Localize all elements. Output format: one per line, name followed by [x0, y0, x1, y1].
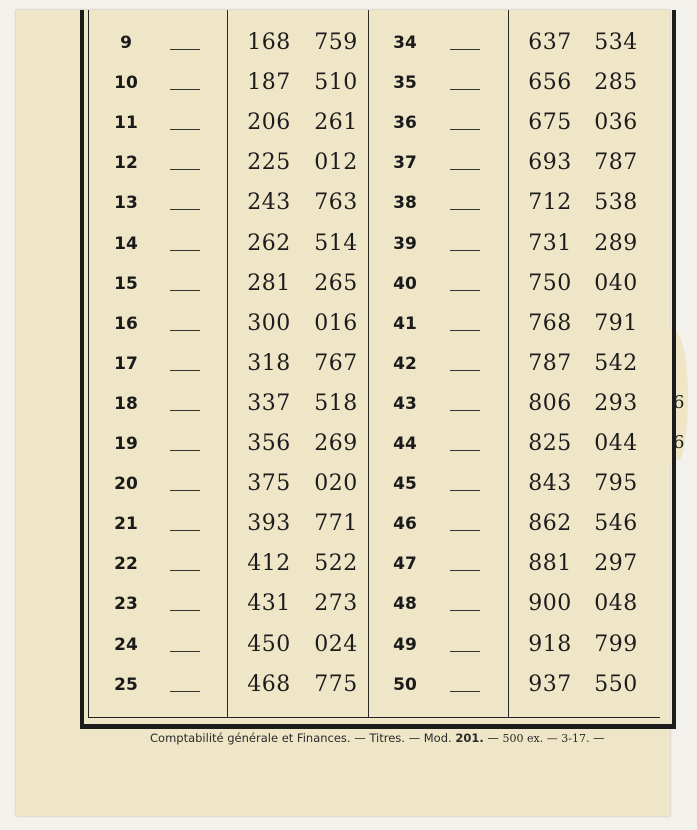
row-number: 25	[114, 674, 138, 695]
row-number: 17	[114, 353, 138, 374]
value-thousands: 318	[247, 350, 291, 376]
row-number: 49	[393, 634, 417, 655]
row-number: 40	[393, 273, 417, 294]
table-row	[0, 384, 697, 424]
value-units: 297	[594, 551, 638, 577]
value-units: 265	[314, 270, 358, 296]
value-units: 799	[594, 631, 638, 657]
table-row	[0, 224, 697, 264]
value-units: 016	[314, 310, 358, 336]
table-row	[0, 504, 697, 544]
value-units: 546	[594, 511, 638, 537]
value-units: 040	[594, 270, 638, 296]
footer-text: Comptabilité générale et Finances. — Titres. — Mod.	[150, 731, 456, 745]
row-number: 34	[393, 33, 417, 53]
value-thousands: 862	[528, 511, 572, 537]
row-number: 22	[114, 554, 138, 575]
value-thousands: 806	[528, 390, 572, 416]
value-thousands: 243	[247, 190, 291, 216]
value-units: 767	[314, 350, 358, 376]
value-thousands: 787	[528, 350, 572, 376]
row-number: 46	[393, 514, 417, 535]
row-number: 19	[114, 434, 138, 454]
value-units: 538	[594, 190, 638, 216]
value-thousands: 187	[247, 70, 291, 96]
value-thousands: 843	[528, 471, 572, 497]
row-number: 41	[393, 313, 417, 334]
table-row	[0, 63, 697, 103]
value-units: 787	[594, 150, 638, 176]
value-thousands: 656	[528, 70, 572, 96]
value-units: 550	[594, 671, 638, 697]
value-thousands: 937	[528, 671, 572, 697]
value-units: 024	[314, 631, 358, 657]
footer-end: —	[589, 731, 605, 745]
footer-separator: —	[483, 731, 503, 745]
value-thousands: 693	[528, 150, 572, 176]
value-units: 273	[314, 591, 358, 617]
table-row	[0, 143, 697, 183]
table-row	[0, 23, 697, 63]
value-units: 534	[594, 30, 638, 55]
value-thousands: 918	[528, 631, 572, 657]
table-row	[0, 464, 697, 504]
leader-dash	[450, 570, 480, 571]
row-number: 48	[393, 594, 417, 615]
leader-dash	[450, 651, 480, 652]
table-row	[0, 183, 697, 223]
value-thousands: 300	[247, 310, 291, 336]
leader-dash	[450, 691, 480, 692]
value-units: 775	[314, 671, 358, 697]
value-units: 518	[314, 390, 358, 416]
value-units: 542	[594, 350, 638, 376]
table-row	[0, 625, 697, 665]
value-units: 036	[594, 110, 638, 136]
value-thousands: 375	[247, 471, 291, 497]
edge-mark: 6	[673, 432, 685, 453]
value-units: 795	[594, 471, 638, 497]
row-number: 35	[393, 73, 417, 94]
leader-dash	[450, 49, 480, 50]
value-thousands: 750	[528, 270, 572, 296]
table-row	[0, 344, 697, 384]
leader-dash	[450, 530, 480, 531]
value-units: 012	[314, 150, 358, 176]
table-row	[0, 584, 697, 624]
row-number: 11	[114, 113, 138, 134]
value-thousands: 712	[528, 190, 572, 216]
row-number: 13	[114, 193, 138, 214]
row-number: 18	[114, 393, 138, 414]
value-units: 791	[594, 310, 638, 336]
leader-dash	[450, 490, 480, 491]
leader-dash	[450, 209, 480, 210]
row-number: 12	[114, 153, 138, 174]
value-thousands: 168	[247, 30, 291, 55]
row-number: 50	[393, 674, 417, 695]
row-number: 39	[393, 233, 417, 254]
value-thousands: 412	[247, 551, 291, 577]
leader-dash	[450, 410, 480, 411]
value-units: 285	[594, 70, 638, 96]
row-number: 20	[114, 474, 138, 495]
value-thousands: 356	[247, 431, 291, 456]
row-number: 15	[114, 273, 138, 294]
value-units: 289	[594, 230, 638, 256]
value-units: 759	[314, 30, 358, 55]
row-number: 21	[114, 514, 138, 535]
row-number: 45	[393, 474, 417, 495]
leader-dash	[450, 290, 480, 291]
value-thousands: 637	[528, 30, 572, 55]
value-thousands: 225	[247, 150, 291, 176]
value-thousands: 450	[247, 631, 291, 657]
value-thousands: 675	[528, 110, 572, 136]
table-row	[0, 544, 697, 584]
row-number: 43	[393, 393, 417, 414]
table-row	[0, 264, 697, 304]
value-thousands: 768	[528, 310, 572, 336]
value-thousands: 731	[528, 230, 572, 256]
row-number: 44	[393, 434, 417, 454]
row-number: 24	[114, 634, 138, 655]
row-number: 47	[393, 554, 417, 575]
leader-dash	[450, 330, 480, 331]
leader-dash	[450, 250, 480, 251]
edge-mark: 6	[673, 392, 685, 413]
value-units: 293	[594, 390, 638, 416]
leader-dash	[450, 610, 480, 611]
footer-model-number: 201.	[455, 731, 484, 745]
table-row	[0, 304, 697, 344]
row-number: 23	[114, 594, 138, 615]
value-units: 763	[314, 190, 358, 216]
row-number: 9	[120, 33, 132, 53]
value-thousands: 262	[247, 230, 291, 256]
leader-dash	[450, 450, 480, 451]
value-units: 048	[594, 591, 638, 617]
value-thousands: 468	[247, 671, 291, 697]
row-number: 38	[393, 193, 417, 214]
value-thousands: 881	[528, 551, 572, 577]
frame-inner-bottom-rule	[88, 717, 660, 718]
leader-dash	[450, 129, 480, 130]
table-row	[0, 665, 697, 705]
leader-dash	[450, 370, 480, 371]
value-units: 269	[314, 431, 358, 456]
row-number: 42	[393, 353, 417, 374]
leader-dash	[450, 89, 480, 90]
value-units: 514	[314, 230, 358, 256]
value-thousands: 431	[247, 591, 291, 617]
value-units: 261	[314, 110, 358, 136]
footer-imprint	[150, 731, 670, 745]
row-number: 14	[114, 233, 138, 254]
footer-print-run: 500 ex. — 3-17.	[502, 732, 590, 745]
value-thousands: 337	[247, 390, 291, 416]
value-thousands: 900	[528, 591, 572, 617]
value-units: 522	[314, 551, 358, 577]
value-units: 771	[314, 511, 358, 537]
value-thousands: 825	[528, 431, 572, 456]
value-units: 020	[314, 471, 358, 497]
value-units: 510	[314, 70, 358, 96]
value-thousands: 281	[247, 270, 291, 296]
table-row	[0, 424, 697, 464]
row-number: 36	[393, 113, 417, 134]
value-thousands: 393	[247, 511, 291, 537]
value-units: 044	[594, 431, 638, 456]
table-row	[0, 103, 697, 143]
row-number: 10	[114, 73, 138, 94]
row-number: 16	[114, 313, 138, 334]
value-thousands: 206	[247, 110, 291, 136]
leader-dash	[450, 169, 480, 170]
row-number: 37	[393, 153, 417, 174]
